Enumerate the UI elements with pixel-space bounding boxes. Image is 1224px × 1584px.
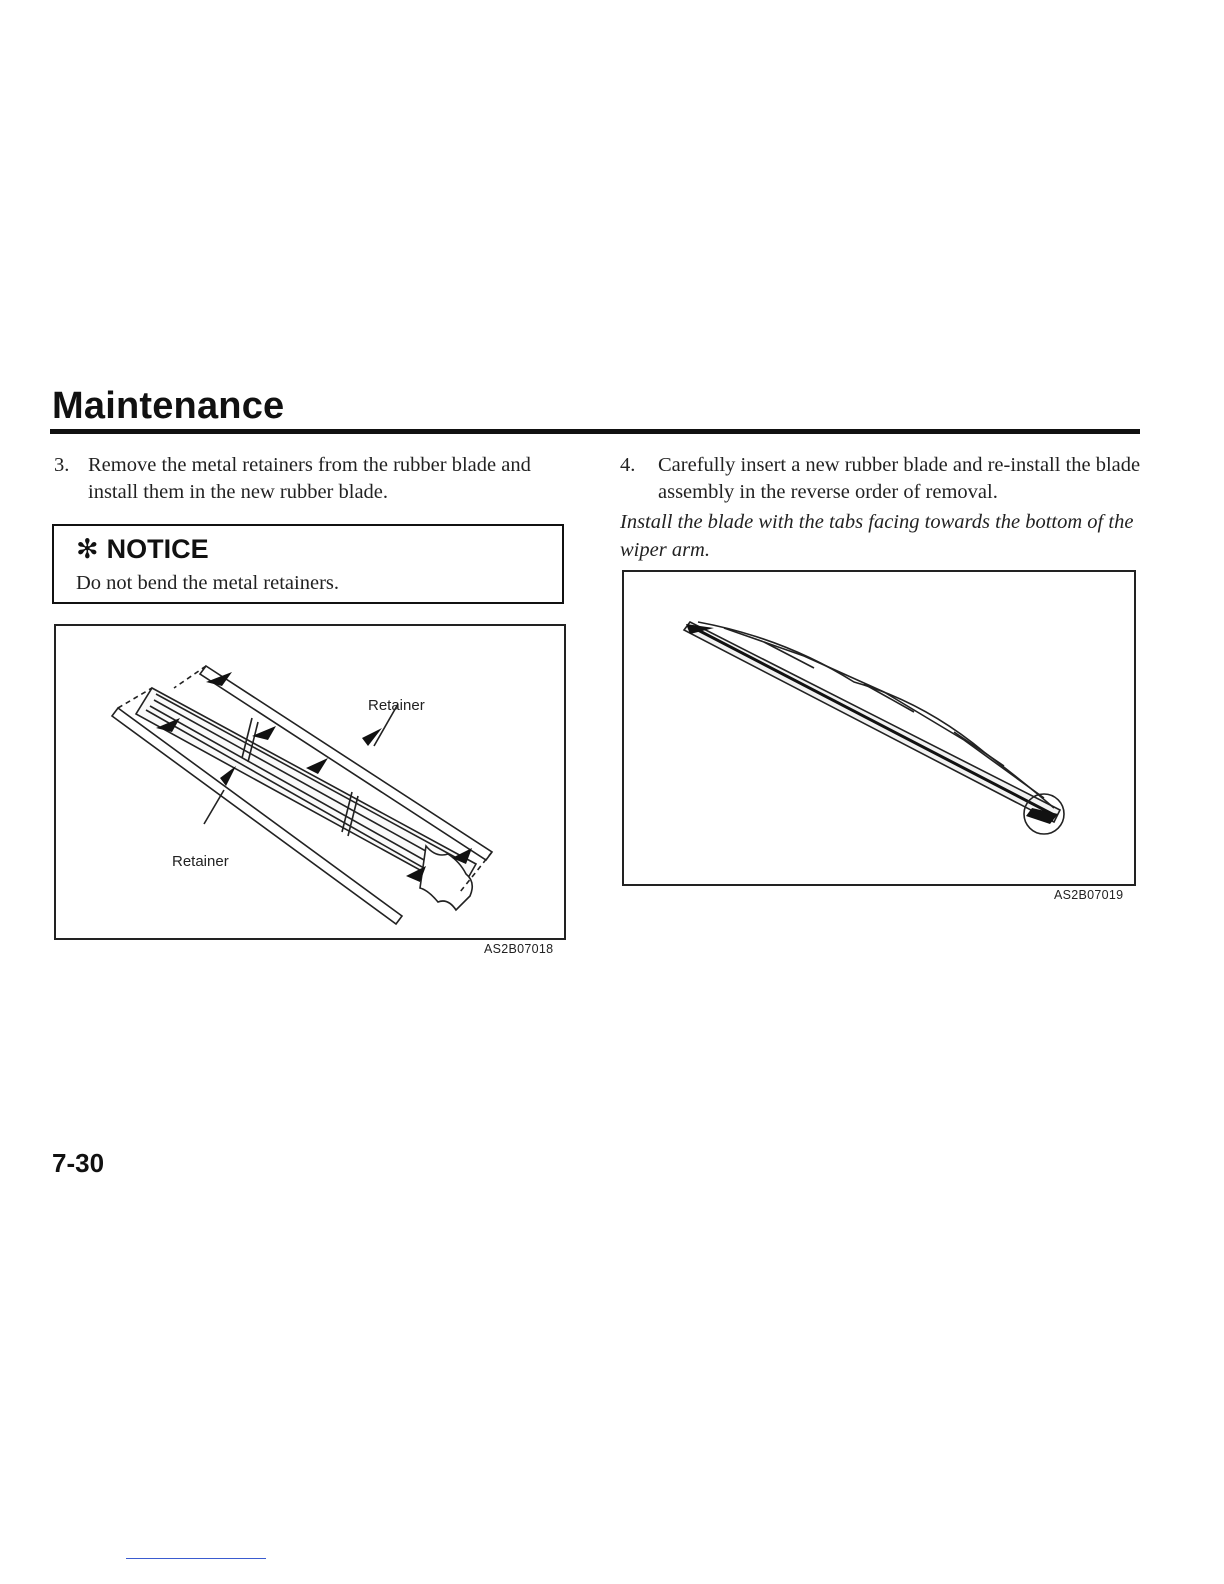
retainer-illustration <box>56 626 564 938</box>
footer-link-line <box>126 1558 266 1559</box>
notice-star-icon: ✻ <box>76 534 99 564</box>
wiper-blade-figure <box>622 570 1136 886</box>
notice-heading-label: NOTICE <box>106 534 209 564</box>
title-rule <box>50 429 1140 434</box>
notice-text: Do not bend the metal retainers. <box>76 572 339 594</box>
retainer-figure <box>54 624 566 940</box>
figure-code-2: AS2B07019 <box>1054 888 1124 902</box>
wiper-blade-illustration <box>624 572 1134 884</box>
section-title: Maintenance <box>52 385 285 427</box>
notice-heading <box>76 532 209 566</box>
callout-retainer-top: Retainer <box>368 697 425 714</box>
step-4-text: Carefully insert a new rubber blade and re-install the blade assembly in the reverse order of removal. <box>658 454 1141 503</box>
step-3-text: Remove the metal retainers from the rubber blade and install them in the new rubber blade. <box>88 454 531 503</box>
step-4-number: 4. <box>620 454 636 476</box>
install-note: Install the blade with the tabs facing towards the bottom of the wiper arm. <box>620 511 1134 561</box>
step-3 <box>54 452 574 506</box>
figure-code-1: AS2B07018 <box>484 942 554 956</box>
page-number: 7-30 <box>52 1148 105 1178</box>
callout-retainer-bottom: Retainer <box>172 853 229 870</box>
step-4 <box>620 452 1160 506</box>
step-3-number: 3. <box>54 454 70 476</box>
notice-box <box>52 524 564 604</box>
